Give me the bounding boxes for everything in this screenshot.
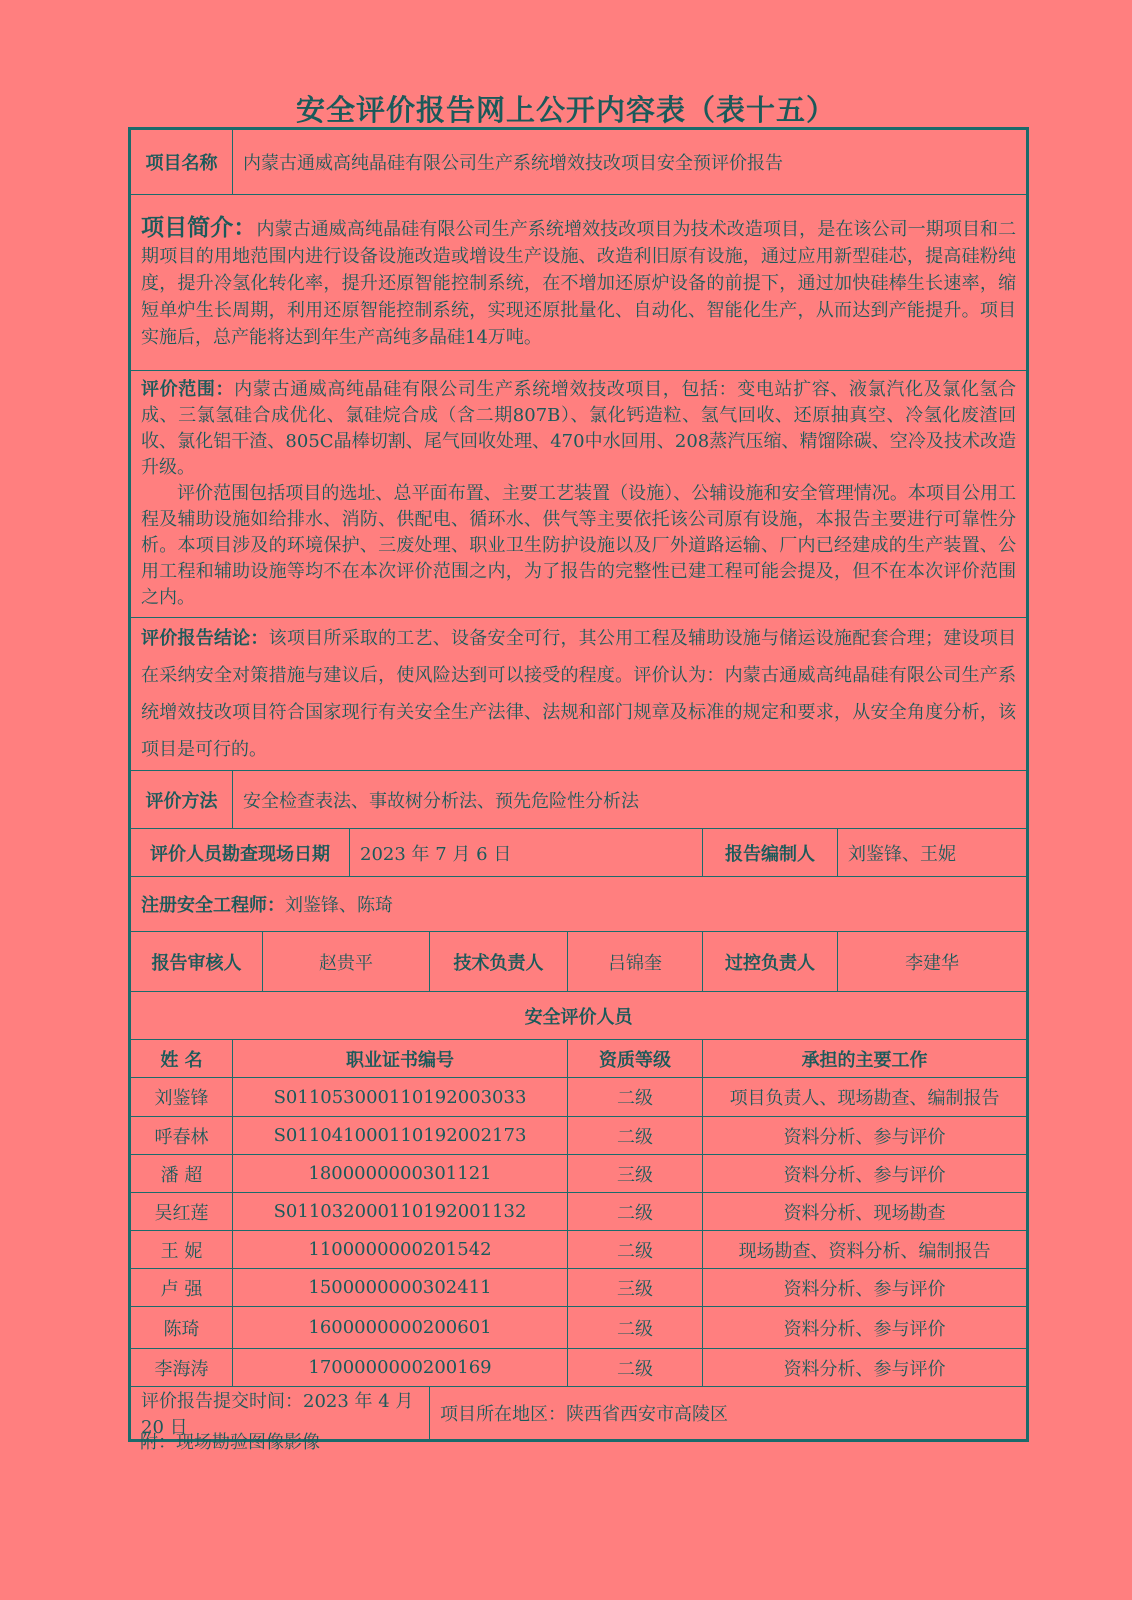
staff-level: 二级 (568, 1078, 703, 1117)
staff-rows (130, 1078, 1028, 1387)
col-header-duty: 承担的主要工作 (703, 1040, 1028, 1078)
scope-text-2: 评价范围包括项目的选址、总平面布置、主要工艺装置（设施）、公辅设施和安全管理情况。本项目公用工程及辅助设施如给排水、消防、供配电、循环水、供气等主要依托该公司原有设施，本报告主要进行可靠性分析。本项目涉及的环境保护、三废处理、职业卫生防护设施以及厂外道路运输、厂内已经建成的生产装置、公用工程和辅助设施等均不在本次评价范围之内，为了报告的完整性已建工程可能会提及，但不在本次评价范围之内。 (141, 483, 1017, 608)
scope-cell (130, 371, 1028, 618)
table-row (130, 1349, 1028, 1387)
engineer-row (130, 877, 1028, 932)
project-location: 项目所在地区：陕西省西安市高陵区 (430, 1387, 1028, 1441)
project-name-row (130, 129, 1028, 195)
staff-duty: 资料分析、参与评价 (703, 1349, 1028, 1387)
tech-lead-value: 吕锦奎 (568, 932, 703, 992)
staff-name: 李海涛 (130, 1349, 233, 1387)
attachment-note: 附：现场勘验图像影像 (140, 1432, 320, 1453)
staff-duty: 资料分析、参与评价 (703, 1307, 1028, 1349)
intro-label: 项目简介： (141, 214, 257, 241)
tech-lead-label: 技术负责人 (430, 932, 568, 992)
engineer-value: 刘鉴锋、陈琦 (285, 895, 393, 916)
author-label: 报告编制人 (703, 829, 838, 877)
staff-cert-number: 1700000000200169 (233, 1349, 568, 1387)
staff-level: 二级 (568, 1349, 703, 1387)
project-name-label: 项目名称 (130, 129, 233, 195)
review-row (130, 932, 1028, 992)
method-row (130, 771, 1028, 829)
conclusion-row (130, 618, 1028, 771)
staff-name: 刘鉴锋 (130, 1078, 233, 1117)
staff-header-row (130, 1040, 1028, 1078)
conclusion-text: 该项目所采取的工艺、设备安全可行，其公用工程及辅助设施与储运设施配套合理；建设项目在采纳安全对策措施与建议后，使风险达到可以接受的程度。评价认为：内蒙古通威高纯晶硅有限公司生产系统增效技改项目符合国家现行有关安全生产法律、法规和部门规章及标准的规定和要求，从安全角度分析，该项目是可行的。 (141, 628, 1017, 760)
staff-level: 二级 (568, 1193, 703, 1231)
site-visit-label: 评价人员勘查现场日期 (130, 829, 350, 877)
scope-row (130, 371, 1028, 618)
intro-cell (130, 195, 1028, 371)
staff-cert-number: S011032000110192001132 (233, 1193, 568, 1231)
site-visit-date: 2023 年 7 月 6 日 (350, 829, 703, 877)
staff-level: 三级 (568, 1155, 703, 1193)
staff-name: 吴红莲 (130, 1193, 233, 1231)
conclusion-label: 评价报告结论： (141, 628, 269, 649)
staff-duty: 资料分析、参与评价 (703, 1155, 1028, 1193)
col-header-level: 资质等级 (568, 1040, 703, 1078)
staff-duty: 项目负责人、现场勘查、编制报告 (703, 1078, 1028, 1117)
staff-name: 呼春林 (130, 1117, 233, 1155)
staff-duty: 资料分析、参与评价 (703, 1117, 1028, 1155)
table-row (130, 1231, 1028, 1269)
staff-name: 卢 强 (130, 1269, 233, 1307)
page-title: 安全评价报告网上公开内容表（表十五） (295, 93, 836, 127)
project-name-value: 内蒙古通威高纯晶硅有限公司生产系统增效技改项目安全预评价报告 (233, 129, 1028, 195)
staff-title-row (130, 992, 1028, 1040)
method-label: 评价方法 (130, 771, 233, 829)
table-row (130, 1155, 1028, 1193)
site-visit-row (130, 829, 1028, 877)
staff-cert-number: 1100000000201542 (233, 1231, 568, 1269)
process-lead-value: 李建华 (838, 932, 1028, 992)
table-row (130, 1307, 1028, 1349)
staff-cert-number: S011053000110192003033 (233, 1078, 568, 1117)
submit-date: 评价报告提交时间：2023 年 4 月 20 日 (130, 1387, 430, 1441)
scope-label: 评价范围： (141, 379, 235, 400)
staff-level: 二级 (568, 1117, 703, 1155)
engineer-label: 注册安全工程师： (141, 895, 285, 916)
staff-level: 二级 (568, 1307, 703, 1349)
staff-duty: 资料分析、参与评价 (703, 1269, 1028, 1307)
staff-name: 王 妮 (130, 1231, 233, 1269)
staff-duty: 现场勘查、资料分析、编制报告 (703, 1231, 1028, 1269)
reviewer-label: 报告审核人 (130, 932, 263, 992)
reviewer-value: 赵贵平 (263, 932, 430, 992)
table-row (130, 1269, 1028, 1307)
engineer-cell (130, 877, 1028, 932)
process-lead-label: 过控负责人 (703, 932, 838, 992)
staff-name: 陈琦 (130, 1307, 233, 1349)
staff-cert-number: S011041000110192002173 (233, 1117, 568, 1155)
author-value: 刘鉴锋、王妮 (838, 829, 1028, 877)
col-header-cert: 职业证书编号 (233, 1040, 568, 1078)
scope-text-1: 内蒙古通威高纯晶硅有限公司生产系统增效技改项目，包括：变电站扩容、液氯汽化及氯化氢合成、三氯氢硅合成优化、氯硅烷合成（含二期807B）、氯化钙造粒、氢气回收、还原抽真空、冷氢化废渣回收、氯化铝干渣、805C晶棒切割、尾气回收处理、470中水回用、208蒸汽压缩、精馏除碳、空冷及技术改造升级。 (141, 379, 1017, 478)
intro-text: 内蒙古通威高纯晶硅有限公司生产系统增效技改项目为技术改造项目，是在该公司一期项目和二期项目的用地范围内进行设备设施改造或增设生产设施、改造利旧原有设施，通过应用新型硅芯，提高硅粉纯度，提升冷氢化转化率，提升还原智能控制系统，在不增加还原炉设备的前提下，通过加快硅棒生长速率，缩短单炉生长周期，利用还原智能控制系统，实现还原批量化、自动化、智能化生产，从而达到产能提升。项目实施后，总产能将达到年生产高纯多晶硅14万吨。 (141, 219, 1017, 348)
table-row (130, 1193, 1028, 1231)
staff-cert-number: 1600000000200601 (233, 1307, 568, 1349)
staff-cert-number: 1500000000302411 (233, 1269, 568, 1307)
staff-cert-number: 1800000000301121 (233, 1155, 568, 1193)
col-header-name: 姓 名 (130, 1040, 233, 1078)
method-value: 安全检查表法、事故树分析法、预先危险性分析法 (233, 771, 1028, 829)
staff-level: 二级 (568, 1231, 703, 1269)
table-row (130, 1078, 1028, 1117)
table-row (130, 1117, 1028, 1155)
staff-name: 潘 超 (130, 1155, 233, 1193)
staff-duty: 资料分析、现场勘查 (703, 1193, 1028, 1231)
intro-row (130, 195, 1028, 371)
disclosure-table (128, 127, 1029, 1442)
staff-title: 安全评价人员 (130, 992, 1028, 1040)
staff-level: 三级 (568, 1269, 703, 1307)
conclusion-cell (130, 618, 1028, 771)
